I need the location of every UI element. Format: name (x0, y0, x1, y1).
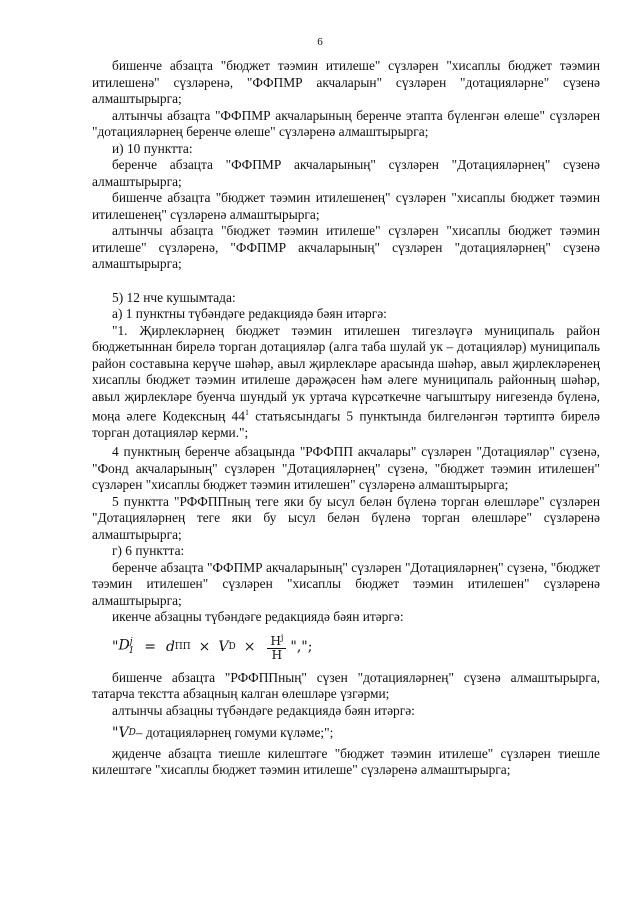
formula2-v: V (118, 725, 129, 742)
paragraph: икенче абзацны түбәндәге редакциядә бәян итәргә: (112, 609, 404, 625)
formula-lhs-sup: j (129, 636, 133, 647)
formula-lhs-symbol: D (118, 637, 130, 654)
paragraph: 5 пунктта "РФФППның тегe яки бу ысул белән бүленә торган өлешләре" сүзләрен "Дотацияләрнең тегe яки бу ысул белән бүленә торган өлешләре" сүзләренә алмаштырырга; (92, 493, 600, 542)
paragraph: җиденче абзацта тиешле килештәге "бюджет тәэмин итилешe" сүзләрен тиешле килештәге "хисаплы бюджет тәэмин итилешe" сүзләренә алмаштырырга; (92, 745, 600, 778)
paragraph: беренче абзацта "ФФПМР акчаларының" сүзләрен "Дотацияләрнең" сүзенә, "бюджет тәэмин итилешен" сүзләрен "хисаплы бюджет тәэмин итилешен" сүзләренә алмаштырырга; (92, 559, 600, 608)
page-number: 6 (317, 36, 323, 48)
paragraph (92, 323, 600, 442)
formula-v-sub: D (228, 641, 236, 652)
formula-d-sub: ПП (174, 641, 191, 652)
formula-fraction (267, 631, 286, 662)
paragraph: алтынчы абзацта "бюджет тәэмин итилешe" сүзләрен "хисаплы бюджет тәэмин итилешe" сүзләренә, "ФФПМР акчаларының" сүзләрен "дотацияләрнең" сүзенә алмаштырырга; (92, 223, 600, 271)
formula-v: V (218, 638, 229, 655)
formula-close: ","; (290, 638, 313, 655)
paragraph: алтынчы абзацта "ФФПМР акчаларының беренче этапта бүленгән өлеше" сүзләрен "дотацияләрнең беренче өлеше" сүзләренә алмаштырырга; (92, 107, 600, 139)
formula-lhs-sub: 1 (128, 646, 135, 657)
paragraph-text: "1. Җирлекләрнең бюджет тәэмин итилешен тигезләүгә муниципаль район бюджетыннан бирелә торган дотацияләр (алга таба шулай ук – дотацияләр) муниципаль район составына керүче шәһәр, авыл җирлекләре арасында шәһәр, авыл җирлекләренең хисаплы бюджет тәэмин итилешe дәрәҗәсен һәм әлеге муниципаль районның шәһәр, авыл җирлекләре буенча шундый ук уртача күрсәткечне чагыштыру нигезендә бүленә, моңа әлеге Кодексның 44 (92, 322, 600, 424)
formula2-open-quote: " (112, 725, 119, 742)
formula-lhs (118, 634, 134, 660)
paragraph: 5) 12 нче кушымтада: (112, 289, 236, 305)
paragraph: 4 пунктның беренче абзацында "РФФПП акчалары" сүзләрен "Дотацияләр" сүзенә, "Фонд акчаларының" сүзләрен "Дотацияләрнең" сүзенә, "бюджет тәэмин итилешен" сүзләрен "хисаплы бюджет тәэмин итилешен" сүзләренә алмаштырырга; (92, 444, 600, 493)
formula-volume (112, 725, 600, 742)
paragraph: бишенче абзацта "бюджет тәэмин итилешe" сүзләрен "хисаплы бюджет тәэмин итилешенә" сүзләренә, "ФФПМР акчаларын" сүзләрен "дотацияләрне" сүзенә алмаштырырга; (92, 58, 600, 106)
formula-d: d (165, 638, 175, 655)
formula-dotation (112, 630, 600, 664)
formula-numerator-symbol: Н (270, 634, 281, 649)
article-superscript: 1 (244, 408, 249, 417)
paragraph: а) 1 пунктны түбәндәге редакциядә бәян итәргә: (112, 306, 387, 321)
paragraph-text: статьясындагы 5 пунктында билгеләнгән тәртиптә бирелә торган дотацияләр керми."; (92, 408, 600, 440)
paragraph: бишенче абзацта "бюджет тәэмин итилешенең" сүзләрен "хисаплы бюджет тәэмин итилешенең" сүзләренә алмаштырырга; (92, 190, 600, 222)
paragraph: и) 10 пунктта: (112, 140, 193, 156)
formula-times: × (243, 638, 256, 655)
paragraph: алтынчы абзацны түбәндәге редакциядә бәян итәргә: (112, 702, 415, 718)
formula2-text: – дотацияләрнең гомуми күләме;"; (135, 725, 334, 741)
formula-numerator (267, 631, 286, 649)
formula-open-quote: " (112, 638, 119, 655)
formula-times: × (198, 638, 211, 655)
formula2-v-sub: D (128, 728, 136, 739)
paragraph: бишенче абзацта "РФФППның" сүзен "дотацияләрнең" сүзенә алмаштырырга, татарча текстта абзацның калган өлешләре үзгәрми; (92, 669, 600, 702)
paragraph: г) 6 пунктта: (112, 543, 185, 559)
paragraph: беренче абзацта "ФФПМР акчаларының" сүзләрен "Дотацияләрнең" сүзенә алмаштырырга; (92, 157, 600, 189)
formula-denominator: Н (271, 648, 283, 663)
formula-numerator-sup: j (280, 633, 284, 643)
formula-equals: = (144, 638, 156, 655)
document-body (92, 58, 600, 779)
